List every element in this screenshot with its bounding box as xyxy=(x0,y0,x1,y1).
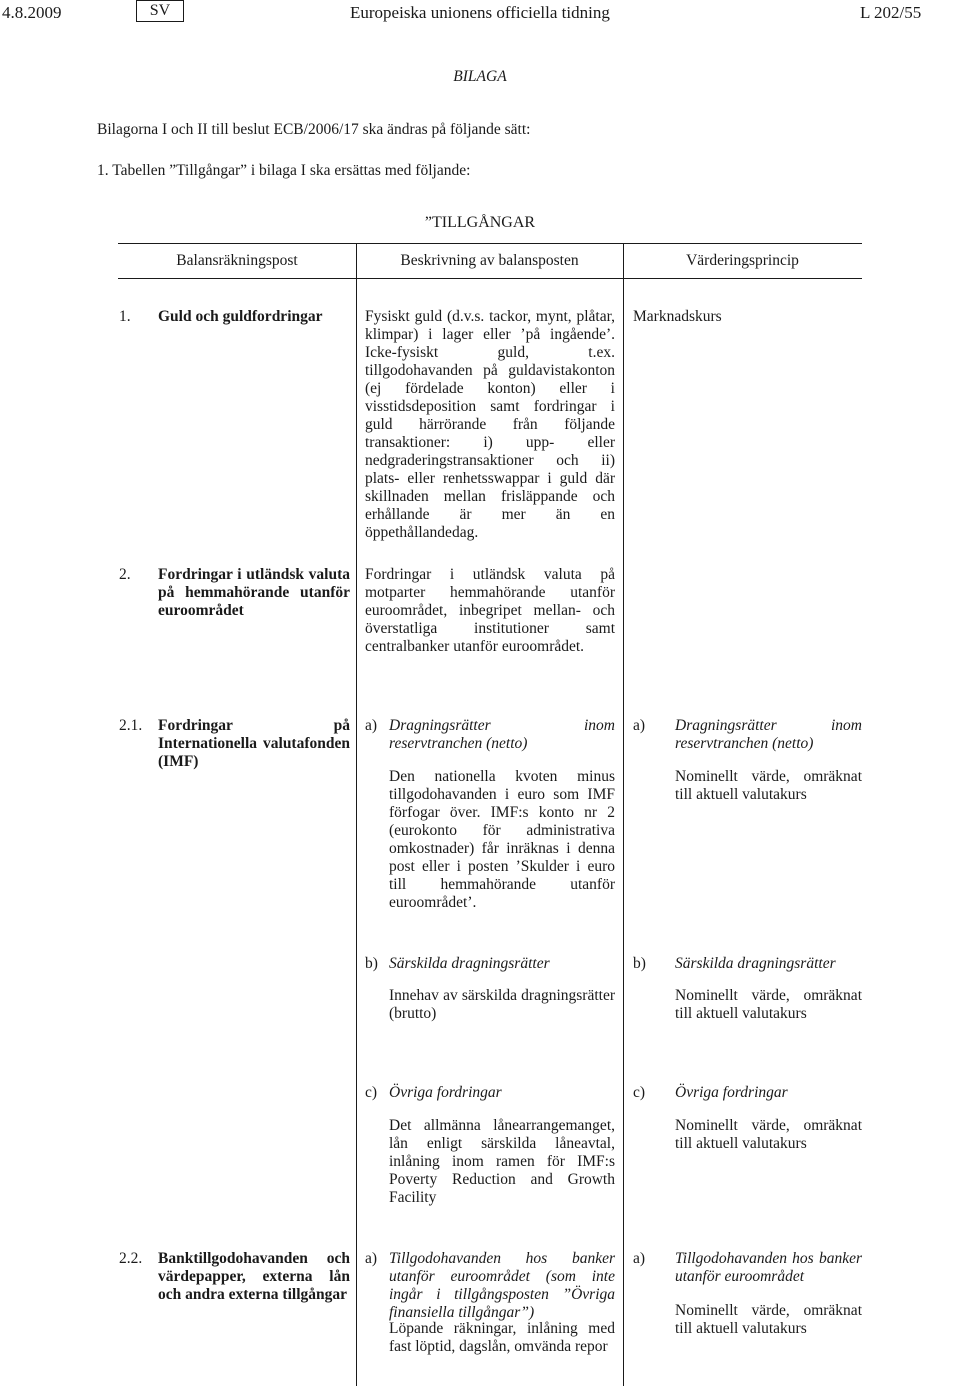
row-number: 1. xyxy=(119,308,131,325)
sub-description: Den nationella kvoten minus tillgodohavanden i euro som IMF förfogar över. IMF:s konto nr 2 (eurokonto för administrativa omkostnader) får inräknas i denna post eller i posten ’Skulder i euro till hemmahörande utanför euroområdet’. xyxy=(389,768,615,911)
journal-title: Europeiska unionens officiella tidning xyxy=(350,3,610,22)
sub-description: Löpande räkningar, inlåning med fast löptid, dagslån, omvända repor xyxy=(389,1320,615,1355)
column-divider-1 xyxy=(356,243,357,1386)
item-1-text: 1. Tabellen ”Tillgångar” i bilaga I ska ersättas med följande: xyxy=(97,162,471,179)
sub-letter: b) xyxy=(365,955,378,972)
row-item-label: Fordringar på Internationella valutafonden (IMF) xyxy=(158,717,350,770)
row-number: 2.1. xyxy=(119,717,143,734)
sub-letter: a) xyxy=(365,1250,378,1267)
sub-title: Övriga fordringar xyxy=(675,1084,788,1101)
row-item-label: Guld och guldfordringar xyxy=(158,308,323,325)
sub-letter: b) xyxy=(633,955,646,972)
sub-title: Särskilda dragningsrätter xyxy=(389,955,550,972)
column-divider-2 xyxy=(623,243,624,1386)
page-reference: L 202/55 xyxy=(860,3,922,22)
sub-letter: a) xyxy=(633,717,646,734)
row-valuation: Marknadskurs xyxy=(633,308,722,325)
column-header-description: Beskrivning av balansposten xyxy=(400,252,579,269)
language-badge: SV xyxy=(136,0,184,22)
sub-letter: c) xyxy=(633,1084,646,1101)
table-header-rule xyxy=(118,278,862,279)
sub-title: Dragningsrätter inom reservtranchen (netto) xyxy=(675,717,862,752)
sub-valuation: Nominellt värde, omräknat till aktuell valutakurs xyxy=(675,1302,862,1337)
row-number: 2.2. xyxy=(119,1250,143,1267)
sub-valuation: Nominellt värde, omräknat till aktuell valutakurs xyxy=(675,768,862,803)
sub-valuation: Nominellt värde, omräknat till aktuell valutakurs xyxy=(675,987,862,1022)
table-title: ”TILLGÅNGAR xyxy=(424,214,536,231)
sub-description: Det allmänna lånearrangemanget, lån enligt särskilda låneavtal, inlåning inom ramen för IMF:s Poverty Reduction and Growth Facility xyxy=(389,1117,615,1206)
sub-letter: a) xyxy=(633,1250,646,1267)
row-description: Fysiskt guld (d.v.s. tackor, mynt, plåtar, klimpar) i lager eller ’på ingående’. Icke-fysiskt guld, t.ex. tillgodohavanden på guldavistakonton (ej fördelade konton) eller i visstidsdeposition samt fordringar i guld härrörande från följande transaktioner: i) upp- eller nedgraderingstransaktioner och ii) plats- eller renhetsswappar i guld där skillnaden mellan frisläppande och erhållande är mer än en öppethållandedag. xyxy=(365,308,615,541)
column-header-valuation: Värderingsprincip xyxy=(686,252,799,269)
sub-title: Tillgodohavanden hos banker utanför euroområdet xyxy=(675,1250,862,1285)
sub-valuation: Nominellt värde, omräknat till aktuell valutakurs xyxy=(675,1117,862,1152)
table-top-rule xyxy=(118,243,862,244)
intro-text: Bilagorna I och II till beslut ECB/2006/17 ska ändras på följande sätt: xyxy=(97,121,531,138)
sub-letter: a) xyxy=(365,717,378,734)
sub-letter: c) xyxy=(365,1084,378,1101)
row-item-label: Banktillgodohavanden och värdepapper, externa lån och andra externa tillgångar xyxy=(158,1250,350,1303)
annex-title: BILAGA xyxy=(453,68,507,85)
sub-title: Särskilda dragningsrätter xyxy=(675,955,836,972)
row-item-label: Fordringar i utländsk valuta på hemmahörande utanför euroområdet xyxy=(158,566,350,619)
row-description: Fordringar i utländsk valuta på motparter hemmahörande utanför euroområdet, inbegripet mellan- och överstatliga institutioner samt centralbanker utanför euroområdet. xyxy=(365,566,615,655)
sub-title: Tillgodohavanden hos banker utanför euroområdet (som inte ingår i tillgångsposten ”Övriga finansiella tillgångar”) xyxy=(389,1250,615,1321)
column-header-item: Balansräkningspost xyxy=(176,252,298,269)
publication-date: 4.8.2009 xyxy=(2,3,62,22)
row-number: 2. xyxy=(119,566,131,583)
sub-title: Dragningsrätter inom reservtranchen (netto) xyxy=(389,717,615,752)
sub-description: Innehav av särskilda dragningsrätter (brutto) xyxy=(389,987,615,1022)
sub-title: Övriga fordringar xyxy=(389,1084,502,1101)
